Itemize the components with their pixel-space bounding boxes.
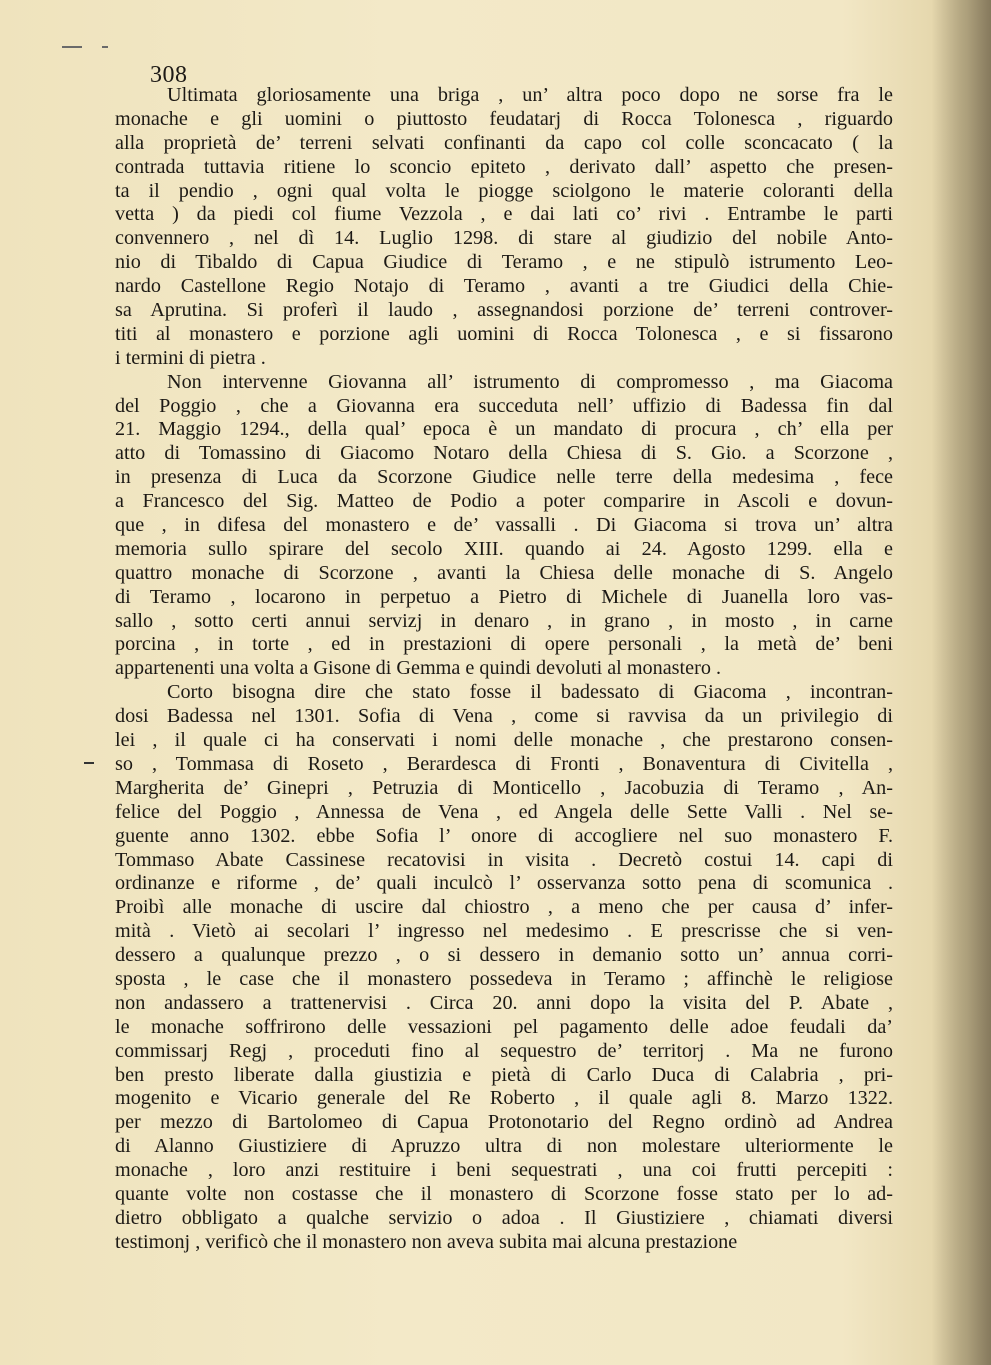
text-line: di Alanno Giustiziere di Apruzzo ultra di non molestare ulteriormente le [115,1135,893,1158]
text-line: ta il pendio , ogni qual volta le piogge sciolgono le materie coloranti della [115,179,893,202]
text-line: ordinanze e riforme , de’ quali inculcò l’ osservanza sotto pena di scomunica . [115,872,893,895]
text-line: memoria sullo spirare del secolo XIII. quando ai 24. Agosto 1299. ella e [115,537,893,560]
text-line: monache , loro anzi restituire i beni sequestrati , una coi frutti percepiti : [115,1159,893,1182]
text-line: lei , il quale ci ha conservati i nomi delle monache , che prestarono consen- [115,729,893,752]
margin-mark [84,762,94,764]
text-line: a Francesco del Sig. Matteo de Podio a poter comparire in Ascoli e dovun- [115,490,893,513]
text-line: dosi Badessa nel 1301. Sofia di Vena , come si ravvisa da un privilegio di [115,705,893,728]
page-number: 308 [150,62,188,88]
text-line: felice del Poggio , Annessa de Vena , ed Angela delle Sette Valli . Nel se- [115,800,893,823]
text-line: Margherita de’ Ginepri , Petruzia di Monticello , Jacobuzia di Teramo , An- [115,776,893,799]
text-line: testimonj , verificò che il monastero non aveva subita mai alcuna prestazione [115,1230,738,1253]
text-line: ben presto liberate dalla giustizia e pietà di Carlo Duca di Calabria , pri- [115,1063,893,1086]
text-line: so , Tommasa di Roseto , Berardesca di Fronti , Bonaventura di Civitella , [115,752,893,775]
text-line: nio di Tibaldo di Capua Giudice di Teramo , e ne stipulò istrumento Leo- [115,251,893,274]
text-line: di Teramo , locarono in perpetuo a Pietro di Michele di Juanella loro vas- [115,585,893,608]
text-line: in presenza di Luca da Scorzone Giudice nelle terre della medesima , fece [115,466,893,489]
text-line: titi al monastero e porzione agli uomini di Rocca Tolonesca , e si fissarono [115,322,893,345]
text-line: non andassero a trattenervisi . Circa 20. anni dopo la visita del P. Abate , [115,991,893,1014]
text-line: guente anno 1302. ebbe Sofia l’ onore di accogliere nel suo monastero F. [115,824,893,847]
text-line: sposta , le case che il monastero possedeva in Teramo ; affinchè le religiose [115,967,893,990]
text-line: Corto bisogna dire che stato fosse il badessato di Giacoma , incontran- [167,681,893,704]
text-line: atto di Tomassino di Giacomo Notaro della Chiesa di S. Gio. a Scorzone , [115,442,893,465]
text-line: per mezzo di Bartolomeo di Capua Protonotario del Regno ordinò ad Andrea [115,1111,893,1134]
text-line: porcina , in torte , ed in prestazioni di opere personali , la metà de’ beni [115,633,893,656]
text-line: monache e gli uomini o piuttosto feudatarj di Rocca Tolonesca , riguardo [115,107,893,130]
text-line: mogenito e Vicario generale del Re Roberto , il quale agli 8. Marzo 1322. [115,1087,893,1110]
text-line: i termini di pietra . [115,346,266,369]
text-line: vetta ) da piedi col fiume Vezzola , e dai lati co’ rivi . Entrambe le parti [115,203,893,226]
text-line: nardo Castellone Regio Notajo di Teramo , avanti a tre Giudici della Chie- [115,275,893,298]
scan-mark [102,46,108,48]
text-line: Ultimata gloriosamente una briga , un’ altra poco dopo ne sorse fra le [167,84,893,106]
text-line: le monache soffrirono delle vessazioni pel pagamento delle adoe feudali da’ [115,1015,893,1038]
text-line: mità . Vietò ai secolari l’ ingresso nel medesimo . E prescrisse che si ven- [115,920,893,943]
text-line: sallo , sotto certi annui servizj in denaro , in grano , in mosto , in carne [115,609,893,632]
text-line: commissarj Regj , proceduti fino al sequestro de’ territorj . Ma ne furono [115,1039,893,1062]
text-line: dessero a qualunque prezzo , o si dessero in demanio sotto un’ annua corri- [115,944,893,967]
body-text [115,84,893,1255]
text-line: del Poggio , che a Giovanna era succeduta nell’ uffizio di Badessa fin dal [115,394,893,417]
text-line: contrada tuttavia ritiene lo sconcio epiteto , derivato dall’ aspetto che presen- [115,155,893,178]
text-line: Proibì alle monache di uscire dal chiostro , a meno che per causa d’ infer- [115,896,893,919]
text-line: que , in difesa del monastero e de’ vassalli . Di Giacoma si trova un’ altra [115,514,893,537]
text-line: 21. Maggio 1294., della qual’ epoca è un mandato di procura , ch’ ella per [115,418,893,441]
scan-mark [62,46,82,48]
text-line: alla proprietà de’ terreni selvati confinanti da capo col colle sconcacato ( la [115,131,893,154]
text-line: quante volte non costasse che il monastero di Scorzone fosse stato per lo ad- [115,1182,893,1205]
text-line: Non intervenne Giovanna all’ istrumento di compromesso , ma Giacoma [167,370,893,393]
text-line: quattro monache di Scorzone , avanti la Chiesa delle monache di S. Angelo [115,561,893,584]
text-line: convennero , nel dì 14. Luglio 1298. di stare al giudizio del nobile Anto- [115,227,893,250]
page-edge-shadow [931,0,991,1365]
text-line: dietro obbligato a qualche servizio o adoa . Il Giustiziere , chiamati diversi [115,1206,893,1229]
text-line: sa Aprutina. Si proferì il laudo , assegnandosi porzione de’ terreni controver- [115,299,893,322]
text-line: Tommaso Abate Cassinese recatovisi in visita . Decretò costui 14. capi di [115,848,893,871]
text-line: appartenenti una volta a Gisone di Gemma e quindi devoluti al monastero . [115,657,722,680]
